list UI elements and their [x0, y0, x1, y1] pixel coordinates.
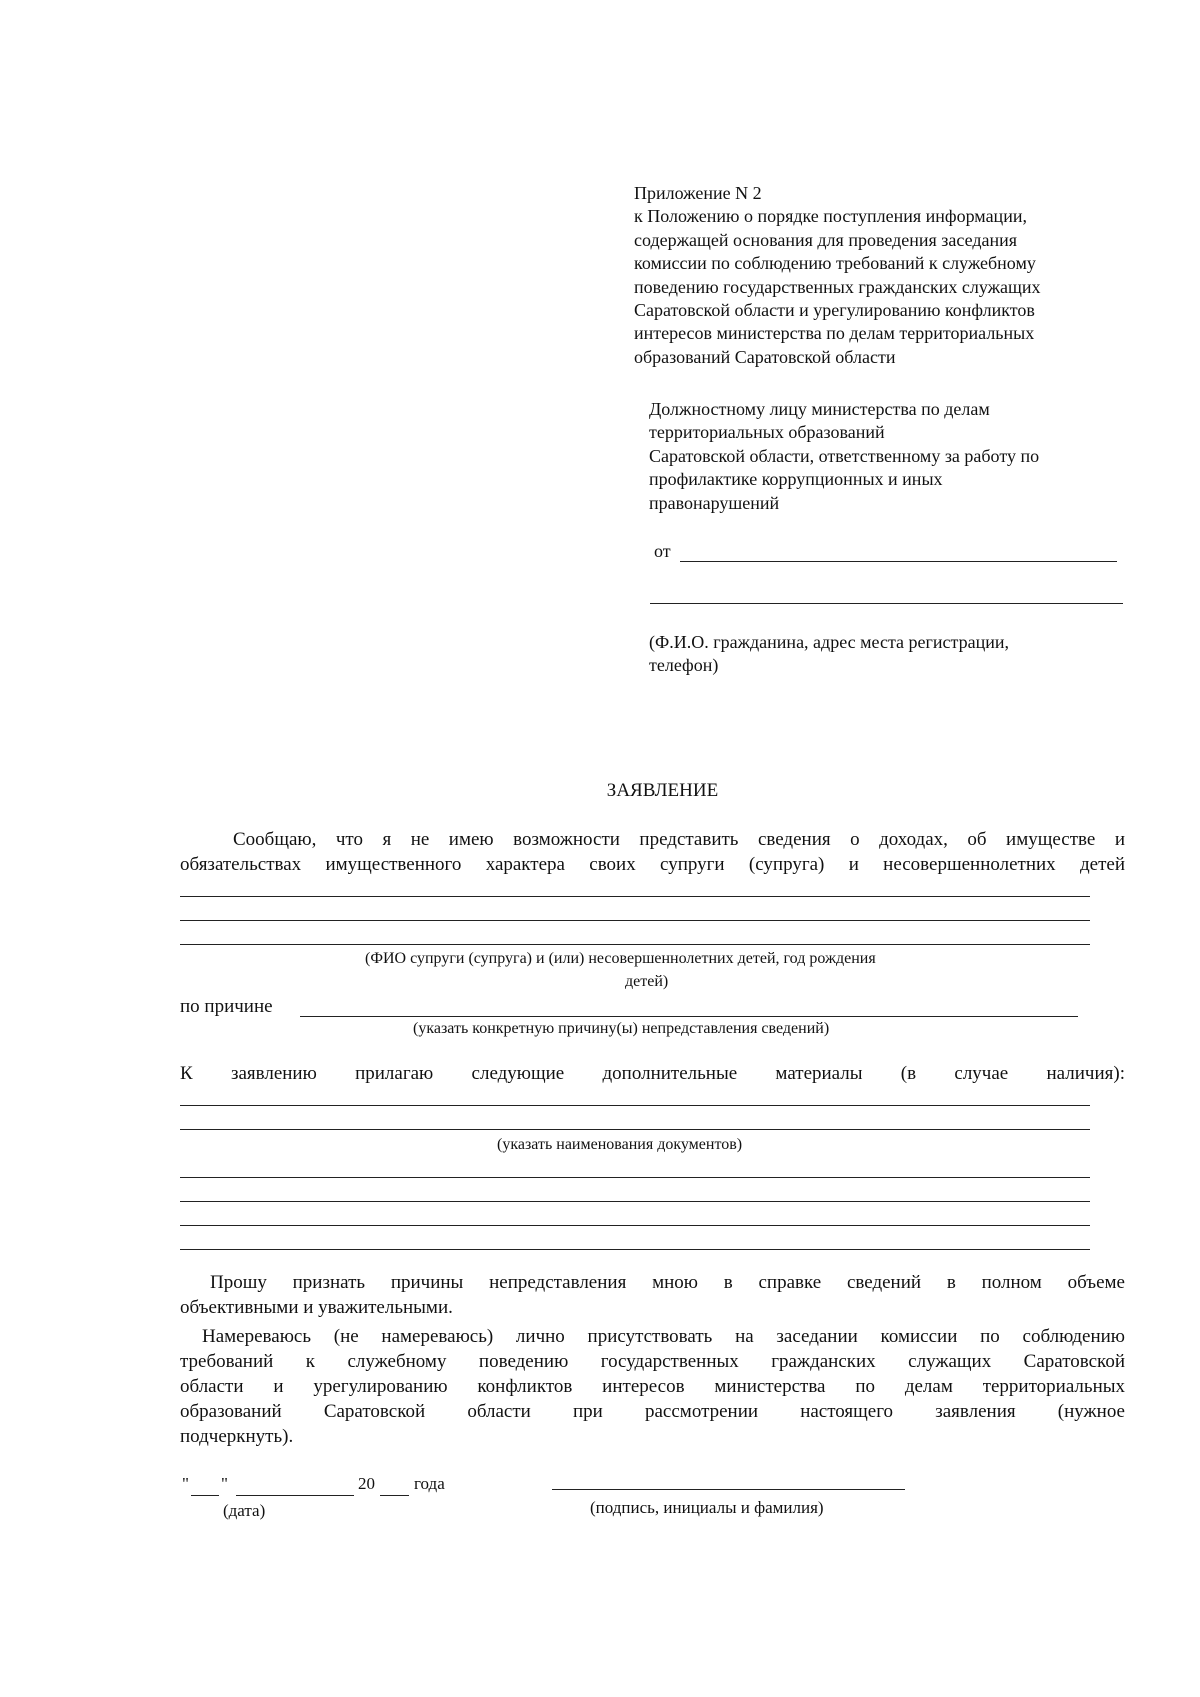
docs-line-1[interactable]	[180, 1105, 1090, 1106]
addressee-line: профилактике коррупционных и иных	[649, 469, 943, 490]
date-caption: (дата)	[223, 1501, 266, 1520]
addressee-line: Должностному лицу министерства по делам	[649, 399, 990, 419]
date-year-line[interactable]	[380, 1495, 409, 1496]
reason-label: по причине	[180, 996, 273, 1017]
appendix-line: интересов министерства по делам территориальных	[634, 323, 1035, 344]
appendix-line: образований Саратовской области	[634, 346, 896, 367]
appendix-line: к Положению о порядке поступления информации,	[634, 206, 1027, 227]
appendix-line: Саратовской области и урегулированию конфликтов	[634, 300, 1035, 321]
date-year-prefix: 20	[358, 1474, 375, 1493]
docs-caption: (указать наименования документов)	[497, 1136, 743, 1153]
fio-caption: (ФИО супруги (супруга) и (или) несовершеннолетних детей, год рождения	[365, 950, 876, 967]
date-quote-close: "	[221, 1474, 228, 1493]
from-label: от	[654, 541, 671, 561]
document-title: ЗАЯВЛЕНИЕ	[606, 780, 719, 801]
fio-line-1[interactable]	[180, 896, 1090, 897]
appendix-block	[634, 182, 1041, 369]
date-month-line[interactable]	[236, 1495, 354, 1496]
docs-line-6[interactable]	[180, 1249, 1090, 1250]
addressee-block	[649, 398, 1039, 515]
appendix-line: содержащей основания для проведения заседания	[634, 229, 1018, 250]
fio-line-2[interactable]	[180, 920, 1090, 921]
statement-line-2: обязательствах имущественного характера своих супруги (супруга) и несовершеннолетних детей	[180, 854, 1125, 875]
request-paragraph	[180, 1270, 1125, 1320]
attendance-line-4: образований Саратовской области при рассмотрении настоящего заявления (нужное	[180, 1401, 1125, 1422]
attendance-line-3: области и урегулированию конфликтов интересов министерства по делам территориальных	[180, 1376, 1125, 1397]
attendance-line-2: требований к служебному поведению государственных гражданских служащих Саратовской	[180, 1351, 1125, 1372]
addressee-line: Саратовской области, ответственному за работу по	[649, 445, 1040, 466]
fio-line-3[interactable]	[180, 944, 1090, 945]
date-day-line[interactable]	[191, 1495, 219, 1496]
attachments-line: К заявлению прилагаю следующие дополнительные материалы (в случае наличия):	[180, 1063, 1125, 1084]
docs-line-4[interactable]	[180, 1201, 1090, 1202]
signature-caption: (подпись, инициалы и фамилия)	[590, 1498, 824, 1517]
attachments-paragraph	[180, 1061, 1125, 1086]
date-quote-open: "	[182, 1474, 189, 1493]
signature-line[interactable]	[552, 1489, 905, 1490]
attendance-line-5: подчеркнуть).	[180, 1426, 294, 1447]
docs-line-3[interactable]	[180, 1177, 1090, 1178]
docs-line-5[interactable]	[180, 1225, 1090, 1226]
addressee-line: территориальных образований	[649, 422, 885, 443]
date-year-suffix: года	[414, 1474, 445, 1493]
addressee-line: правонарушений	[649, 492, 780, 513]
appendix-line: комиссии по соблюдению требований к служебному	[634, 253, 1036, 274]
appendix-line: Приложение N 2	[634, 183, 762, 203]
statement-line-1: Сообщаю, что я не имею возможности представить сведения о доходах, об имуществе и	[233, 829, 1125, 850]
attendance-line-1: Намереваюсь (не намереваюсь) лично присутствовать на заседании комиссии по соблюдению	[202, 1326, 1125, 1347]
attendance-paragraph	[180, 1324, 1125, 1449]
reason-line[interactable]	[300, 1016, 1078, 1017]
from-caption: (Ф.И.О. гражданина, адрес места регистрации, телефон)	[649, 632, 1009, 676]
docs-line-2[interactable]	[180, 1129, 1090, 1130]
statement-paragraph	[180, 827, 1125, 877]
from-address-line[interactable]	[650, 603, 1123, 604]
from-name-line[interactable]	[680, 561, 1117, 562]
request-line-2: объективными и уважительными.	[180, 1297, 453, 1318]
appendix-line: поведению государственных гражданских служащих	[634, 276, 1041, 297]
fio-caption-cont: детей)	[625, 973, 669, 990]
request-line-1: Прошу признать причины непредставления мною в справке сведений в полном объеме	[210, 1272, 1125, 1293]
reason-caption: (указать конкретную причину(ы) непредставления сведений)	[413, 1020, 830, 1037]
